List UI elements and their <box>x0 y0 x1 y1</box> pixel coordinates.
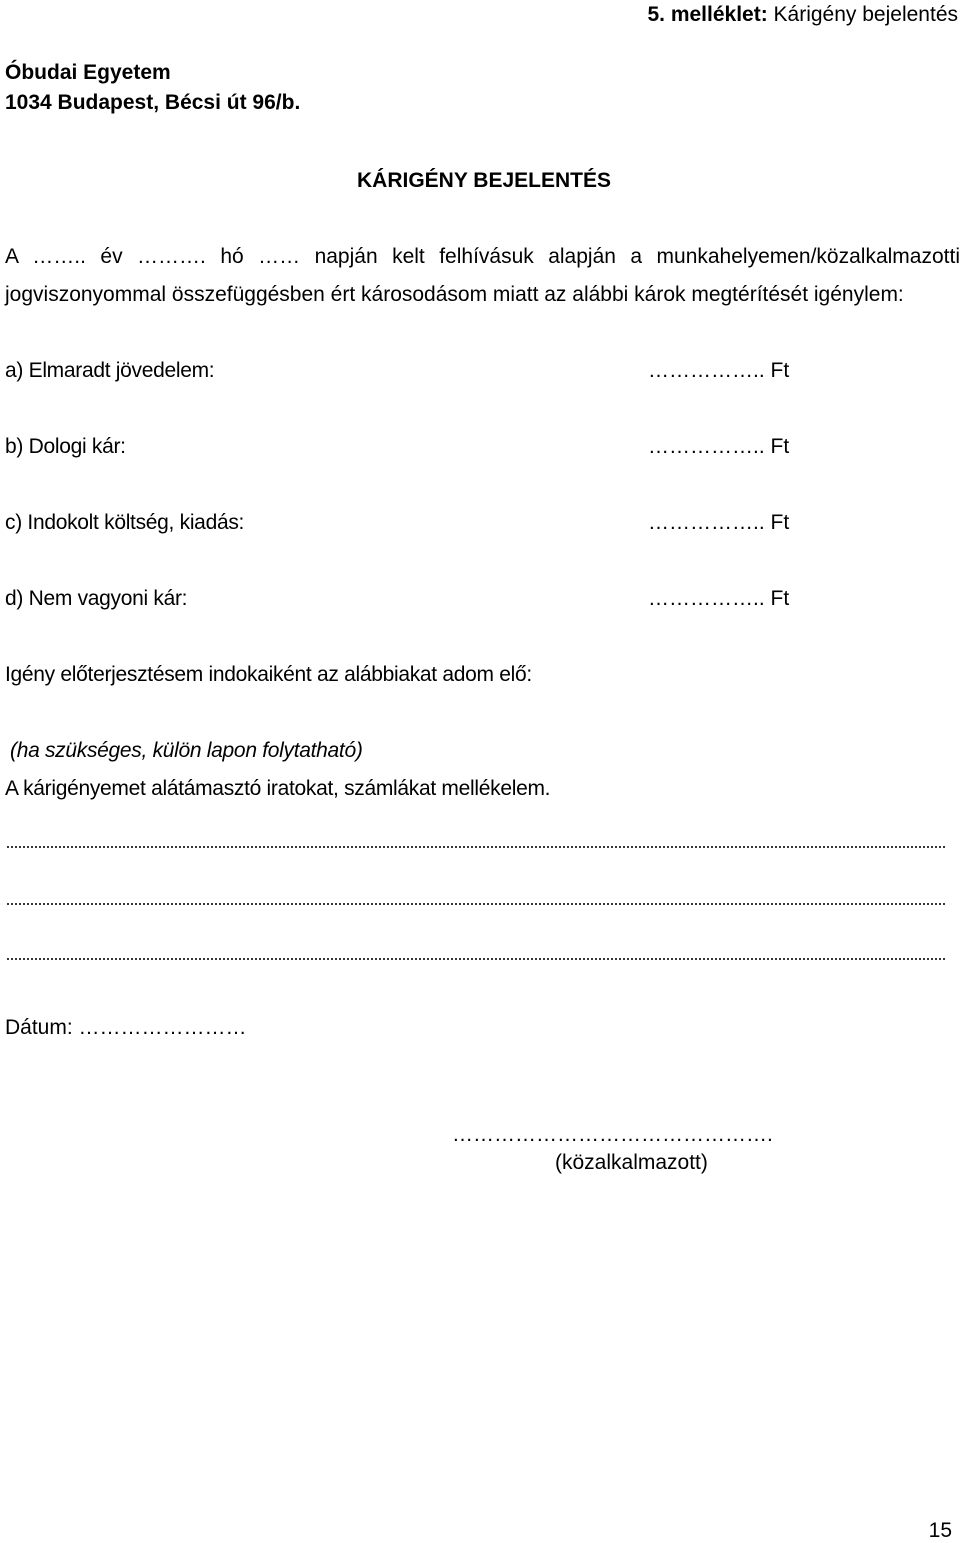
intro-text-line-2: jogviszonyommal összefüggésben ért károsodásom miatt az alábbi károk megtérítését igénylem: <box>5 283 904 306</box>
claim-item-label: a) Elmaradt jövedelem: <box>5 359 215 382</box>
page-number: 15 <box>928 1519 952 1542</box>
reason-fill-line[interactable] <box>6 902 946 906</box>
claim-item-label: b) Dologi kár: <box>5 435 126 458</box>
institution-name: Óbudai Egyetem <box>5 61 171 84</box>
date-field[interactable]: Dátum: …………………… <box>5 1016 247 1039</box>
attachments-statement: A kárigényemet alátámasztó iratokat, számlákat mellékelem. <box>5 777 551 800</box>
continuation-note: (ha szükséges, külön lapon folytatható) <box>10 739 363 762</box>
signature-label: (közalkalmazott) <box>555 1151 708 1174</box>
intro-text-line-1: A …….. év ………. hó …… napján kelt felhívásuk alapján a munkahelyemen/közalkalmazotti <box>5 245 960 268</box>
document-title: KÁRIGÉNY BEJELENTÉS <box>357 169 611 192</box>
institution-address: 1034 Budapest, Bécsi út 96/b. <box>5 91 301 114</box>
annex-label <box>647 2 958 27</box>
claim-item-amount-field[interactable]: …………….. Ft <box>648 435 790 458</box>
claim-item-amount-field[interactable]: …………….. Ft <box>648 587 790 610</box>
annex-number: 5. melléklet: <box>647 3 768 26</box>
reason-fill-line[interactable] <box>6 845 946 849</box>
annex-title: Kárigény bejelentés <box>767 3 958 26</box>
reason-fill-line[interactable] <box>6 957 946 961</box>
signature-line[interactable]: ………………………………………. <box>452 1123 773 1146</box>
claim-item-label: c) Indokolt költség, kiadás: <box>5 511 245 534</box>
claim-item-amount-field[interactable]: …………….. Ft <box>648 359 790 382</box>
reasons-label: Igény előterjesztésem indokaiként az alábbiakat adom elő: <box>5 663 532 686</box>
claim-item-amount-field[interactable]: …………….. Ft <box>648 511 790 534</box>
claim-item-label: d) Nem vagyoni kár: <box>5 587 188 610</box>
